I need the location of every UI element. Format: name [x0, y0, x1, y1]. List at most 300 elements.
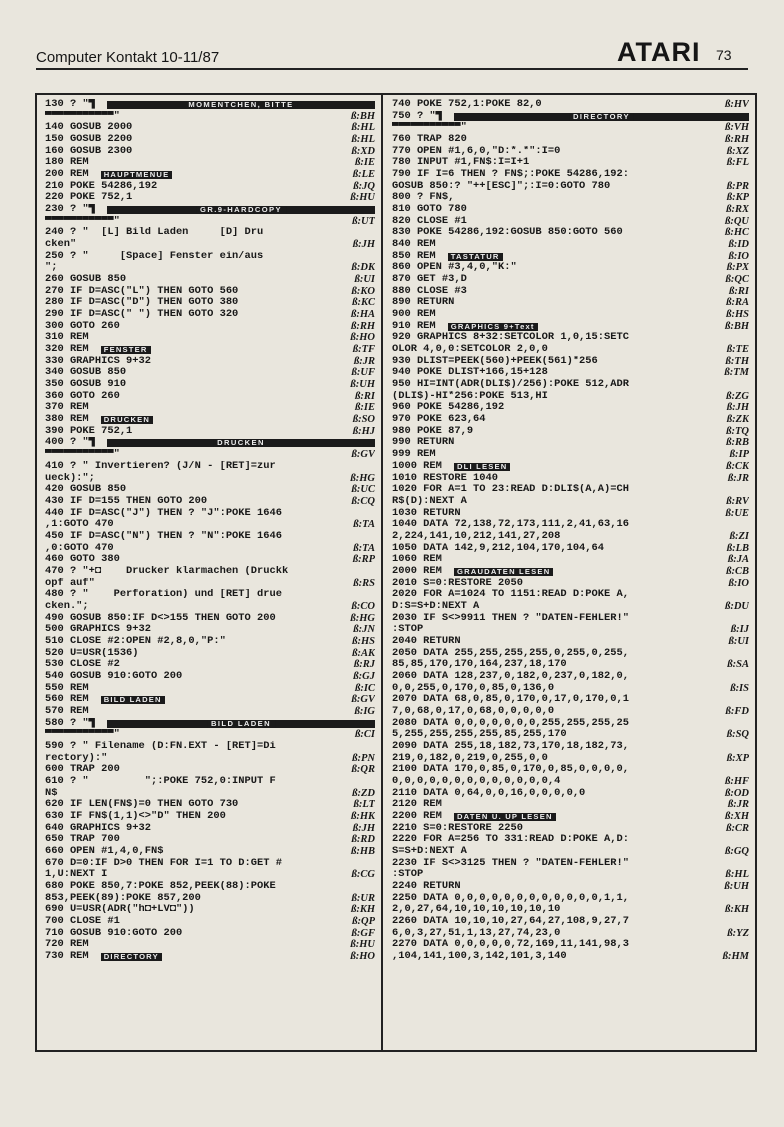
rem-label-inverse: DIRECTORY: [101, 953, 162, 961]
code-line: [45, 589, 375, 601]
title-bar-label: BILD LADEN: [207, 720, 275, 728]
checksum-label: ß:TA: [353, 542, 375, 554]
code-line: [45, 402, 375, 414]
code-text: 240 ? " [L] Bild Laden [D] Dru: [45, 227, 264, 239]
code-text: 450 IF D=ASC("N") THEN ? "N":POKE 1646: [45, 530, 282, 542]
code-text: 0,0,255,0,170,0,85,0,136,0: [392, 682, 555, 694]
code-text: 220 POKE 752,1: [45, 192, 133, 204]
code-text: 1,U:NEXT I: [45, 869, 108, 881]
code-line: [45, 309, 375, 321]
code-line: [45, 624, 375, 636]
code-line: [392, 379, 749, 391]
code-text: 530 CLOSE #2: [45, 659, 120, 671]
checksum-label: ß:LT: [353, 799, 375, 811]
code-line: [392, 776, 749, 788]
code-line: [392, 846, 749, 858]
checksum-label: ß:IJ: [730, 624, 749, 636]
checksum-label: ß:HL: [351, 122, 375, 134]
code-text: 1040 DATA 72,138,72,173,111,2,41,63,16: [392, 519, 629, 531]
code-line: [392, 694, 749, 706]
code-text: 600 TRAP 200: [45, 764, 120, 776]
checksum-label: ß:HV: [725, 99, 749, 110]
code-text: 2050 DATA 255,255,255,255,0,255,0,255,: [392, 647, 629, 659]
magazine-title: Computer Kontakt 10-11/87: [36, 49, 220, 66]
code-line: [45, 181, 375, 193]
code-text: 770 OPEN #1,6,0,"D:*.*":I=0: [392, 145, 561, 157]
code-line: [392, 624, 749, 636]
code-text: 590 ? " Filename (D:FN.EXT - [RET]=Di: [45, 740, 276, 752]
code-text: 560 REM: [45, 694, 89, 706]
code-line: [45, 262, 375, 274]
code-text: 890 RETURN: [392, 297, 455, 309]
checksum-label: ß:ZD: [352, 787, 375, 799]
code-text: 2220 FOR A=256 TO 331:READ D:POKE A,D:: [392, 834, 629, 846]
checksum-label: ß:HS: [352, 635, 375, 647]
checksum-label: ß:KO: [351, 285, 375, 297]
code-line: [392, 951, 749, 963]
code-line: [45, 414, 375, 426]
checksum-label: ß:DK: [351, 262, 375, 274]
code-text: 610 ? " ";:POKE 752,0:INPUT F: [45, 775, 276, 787]
checksum-label: ß:VH: [725, 122, 749, 134]
checksum-label: ß:HL: [351, 134, 375, 146]
checksum-label: ß:CO: [351, 600, 375, 612]
code-text: 690 U=USR(ADR("h◘+LV◘")): [45, 904, 195, 916]
code-line: [45, 286, 375, 298]
checksum-label: ß:LB: [726, 542, 749, 554]
code-line: [392, 706, 749, 718]
code-text: 710 GOSUB 910:GOTO 200: [45, 927, 183, 939]
code-line: [392, 799, 749, 811]
code-line: [45, 706, 375, 718]
code-line: [392, 741, 749, 753]
code-text: 2270 DATA 0,0,0,0,0,72,169,11,141,98,3: [392, 939, 629, 951]
code-line: [392, 858, 749, 870]
code-text: 950 HI=INT(ADR(DLI$)/256):POKE 512,ADR: [392, 379, 629, 391]
code-line: [45, 449, 375, 461]
code-line: [392, 531, 749, 543]
checksum-label: ß:QR: [351, 764, 375, 776]
code-text: 980 POKE 87,9: [392, 425, 474, 437]
checksum-label: ß:XZ: [726, 145, 749, 157]
code-line: [392, 426, 749, 438]
code-line: [392, 274, 749, 286]
code-line: [392, 811, 749, 823]
checksum-label: ß:PX: [726, 262, 749, 274]
code-line: [45, 729, 375, 741]
code-text: 2230 IF S<>3125 THEN ? "DATEN-FEHLER!": [392, 857, 629, 869]
code-line: [45, 659, 375, 671]
code-line: [392, 134, 749, 146]
code-line: [392, 169, 749, 181]
code-line: [392, 111, 749, 123]
code-line: [392, 122, 749, 134]
code-text: S=S+D:NEXT A: [392, 846, 467, 857]
checksum-label: ß:GV: [351, 449, 375, 461]
code-text: 440 IF D=ASC("J") THEN ? "J":POKE 1646: [45, 507, 282, 519]
checksum-label: ß:ZK: [726, 414, 749, 426]
code-line: [392, 356, 749, 368]
code-line: [392, 881, 749, 893]
code-text: 340 GOSUB 850: [45, 367, 127, 379]
code-line: [45, 869, 375, 881]
code-text: 580 ? "▜: [45, 717, 95, 729]
code-line: [392, 916, 749, 928]
code-line: [45, 893, 375, 905]
code-line: [392, 367, 749, 379]
rem-label-inverse: FENSTER: [101, 346, 151, 354]
code-line: [392, 566, 749, 578]
code-text: 510 CLOSE #2:OPEN #2,8,0,"P:": [45, 635, 226, 647]
checksum-label: ß:RS: [353, 577, 375, 589]
code-text: 390 POKE 752,1: [45, 425, 133, 437]
code-line: [392, 414, 749, 426]
code-line: [45, 227, 375, 239]
checksum-label: ß:CG: [351, 869, 375, 881]
code-line: [392, 543, 749, 555]
checksum-label: ß:RX: [726, 204, 749, 216]
code-text: 2250 DATA 0,0,0,0,0,0,0,0,0,0,0,0,1,1,: [392, 892, 629, 904]
checksum-label: ß:TH: [725, 355, 749, 367]
code-text: OLOR 4,0,0:SETCOLOR 2,0,0: [392, 344, 548, 356]
rem-label-inverse: GRAPHICS 9+Text: [448, 323, 538, 331]
code-line: [392, 449, 749, 461]
section-brand: ATARI: [617, 37, 701, 67]
checksum-label: ß:IO: [728, 250, 749, 262]
code-line: [392, 928, 749, 940]
code-line: [45, 426, 375, 438]
code-text: 750 ? "▜: [392, 110, 442, 122]
checksum-label: ß:RJ: [354, 659, 375, 671]
rem-label-inverse: DATEN U. UP LESEN: [454, 813, 556, 821]
code-text: 2040 RETURN: [392, 635, 461, 647]
code-line: [45, 753, 375, 765]
code-line: [392, 554, 749, 566]
checksum-label: ß:HA: [351, 309, 375, 321]
code-line: [392, 659, 749, 671]
checksum-label: ß:UT: [352, 215, 375, 227]
checksum-label: ß:JR: [354, 355, 375, 367]
code-text: 2090 DATA 255,18,182,73,170,18,182,73,: [392, 740, 629, 752]
code-line: [45, 379, 375, 391]
code-text: 219,0,182,0,219,0,255,0,0: [392, 752, 548, 764]
title-bar-label: DIRECTORY: [569, 113, 634, 121]
code-line: [392, 508, 749, 520]
code-text: 500 GRAPHICS 9+32: [45, 624, 152, 636]
code-text: 290 IF D=ASC(" ") THEN GOTO 320: [45, 309, 239, 321]
code-text: ,0:GOTO 470: [45, 542, 114, 554]
title-bar-label: GR.9-HARDCOPY: [196, 206, 286, 214]
checksum-label: ß:PR: [726, 180, 749, 192]
checksum-label: ß:CQ: [351, 495, 375, 507]
code-line: [45, 823, 375, 835]
checksum-label: ß:YZ: [727, 927, 749, 939]
code-line: [392, 344, 749, 356]
code-text: 940 POKE DLIST+166,15+128: [392, 367, 548, 379]
checksum-label: ß:JN: [353, 624, 375, 636]
code-text: 230 ? "▜: [45, 204, 95, 216]
checksum-label: ß:RP: [352, 554, 375, 566]
code-line: [45, 636, 375, 648]
code-line: [45, 239, 375, 251]
code-text: 900 REM: [392, 309, 436, 321]
checksum-label: ß:SQ: [726, 729, 749, 741]
code-text: 740 POKE 752,1:POKE 82,0: [392, 99, 542, 110]
code-text: ";: [45, 262, 58, 274]
code-text: 150 GOSUB 2200: [45, 134, 133, 146]
code-line: [392, 753, 749, 765]
checksum-label: ß:RH: [725, 134, 749, 146]
code-text: 280 IF D=ASC("D") THEN GOTO 380: [45, 297, 239, 309]
code-text: 140 GOSUB 2000: [45, 122, 133, 134]
code-text: ueck):";: [45, 472, 95, 484]
title-bar-label: MOMENTCHEN, BITTE: [184, 101, 297, 109]
code-text: 430 IF D=155 THEN GOTO 200: [45, 495, 208, 507]
code-text: 2120 REM: [392, 799, 442, 811]
code-text: 2080 DATA 0,0,0,0,0,0,0,255,255,255,25: [392, 717, 629, 729]
rem-label-inverse: DRUCKEN: [101, 416, 153, 424]
code-text: 2070 DATA 68,0,85,0,170,0,17,0,170,0,1: [392, 694, 629, 706]
checksum-label: ß:KC: [352, 297, 375, 309]
checksum-label: ß:TF: [352, 344, 375, 356]
code-text: 180 REM: [45, 157, 89, 169]
code-text: 2260 DATA 10,10,10,27,64,27,108,9,27,7: [392, 916, 629, 928]
checksum-label: ß:IS: [730, 682, 749, 694]
title-bar: [107, 101, 375, 109]
code-line: [45, 881, 375, 893]
code-line: [392, 309, 749, 321]
code-line: [392, 157, 749, 169]
code-line: [392, 484, 749, 496]
code-text: 830 POKE 54286,192:GOSUB 850:GOTO 560: [392, 227, 623, 239]
code-line: [45, 508, 375, 520]
checksum-label: ß:FD: [725, 705, 749, 717]
code-text: ,1:GOTO 470: [45, 519, 114, 531]
code-text: N$: [45, 787, 58, 799]
checksum-label: ß:HJ: [352, 425, 375, 437]
code-text: 1000 REM: [392, 460, 442, 472]
code-line: [45, 391, 375, 403]
code-text: 970 POKE 623,64: [392, 414, 486, 426]
checksum-label: ß:QP: [352, 916, 375, 928]
checksum-label: ß:GJ: [353, 670, 375, 682]
checksum-label: ß:UR: [351, 892, 375, 904]
checksum-label: ß:HC: [725, 227, 749, 239]
code-line: [45, 356, 375, 368]
code-text: 1020 FOR A=1 TO 23:READ D:DLI$(A,A)=CH: [392, 484, 629, 496]
code-line: [392, 146, 749, 158]
checksum-label: ß:KH: [351, 904, 375, 916]
code-line: [45, 169, 375, 181]
code-text: 160 GOSUB 2300: [45, 145, 133, 157]
header-rule: [36, 68, 748, 70]
checksum-label: ß:PN: [352, 752, 375, 764]
code-line: [45, 484, 375, 496]
code-text: 490 GOSUB 850:IF D<>155 THEN GOTO 200: [45, 612, 276, 624]
code-line: [392, 519, 749, 531]
code-line: [45, 671, 375, 683]
code-line: [45, 613, 375, 625]
code-text: GOSUB 850:? "++[ESC]";:I=0:GOTO 780: [392, 180, 611, 192]
code-line: [45, 461, 375, 473]
checksum-label: ß:JR: [728, 472, 749, 484]
checksum-label: ß:XD: [351, 145, 375, 157]
title-bar: [107, 439, 375, 447]
checksum-label: ß:CR: [726, 822, 749, 834]
title-bar: [454, 113, 749, 121]
checksum-label: ß:RD: [351, 834, 375, 846]
checksum-label: ß:JH: [726, 402, 749, 414]
column-divider: [381, 93, 383, 1052]
code-line: [392, 601, 749, 613]
checksum-label: ß:HG: [350, 612, 375, 624]
code-line: [45, 939, 375, 951]
code-line: [45, 111, 375, 123]
code-text: 720 REM: [45, 939, 89, 951]
code-text: 670 D=0:IF D>0 THEN FOR I=1 TO D:GET #: [45, 857, 282, 869]
code-line: [392, 227, 749, 239]
code-text: 860 OPEN #3,4,0,"K:": [392, 262, 517, 274]
code-text: 2,0,27,64,10,10,10,10,10,10: [392, 904, 561, 916]
code-text: 999 REM: [392, 449, 436, 461]
code-text: 1030 RETURN: [392, 507, 461, 519]
code-line: [45, 928, 375, 940]
checksum-label: ß:TM: [724, 367, 749, 379]
code-line: [392, 496, 749, 508]
code-text: 200 REM: [45, 169, 89, 181]
checksum-label: ß:JH: [352, 239, 375, 251]
code-text: 2060 DATA 128,237,0,182,0,237,0,182,0,: [392, 670, 629, 682]
code-text: 660 OPEN #1,4,0,FN$: [45, 846, 164, 857]
code-line: [45, 321, 375, 333]
code-text: 630 IF FN$(1,1)<>"D" THEN 200: [45, 810, 226, 822]
code-text: ▀▀▀▀▀▀▀▀▀▀▀": [45, 215, 120, 227]
code-line: [392, 893, 749, 905]
checksum-label: ß:GV: [351, 694, 375, 706]
code-text: 350 GOSUB 910: [45, 379, 127, 391]
code-text: D:S=S+D:NEXT A: [392, 600, 480, 612]
code-text: 520 U=USR(1536): [45, 647, 139, 659]
checksum-label: ß:CI: [355, 729, 375, 741]
code-text: 2100 DATA 170,0,85,0,170,0,85,0,0,0,0,: [392, 764, 629, 776]
code-text: 270 IF D=ASC("L") THEN GOTO 560: [45, 285, 239, 297]
code-text: 2010 S=0:RESTORE 2050: [392, 577, 523, 589]
code-line: [392, 834, 749, 846]
checksum-label: ß:JR: [728, 799, 749, 811]
code-text: 640 GRAPHICS 9+32: [45, 822, 152, 834]
code-text: R$(D):NEXT A: [392, 495, 467, 507]
code-text: 310 REM: [45, 332, 89, 344]
code-text: 2030 IF S<>9911 THEN ? "DATEN-FEHLER!": [392, 612, 629, 624]
code-line: [45, 648, 375, 660]
checksum-label: ß:HU: [350, 192, 375, 204]
code-line: [45, 192, 375, 204]
checksum-label: ß:HF: [725, 775, 749, 787]
code-text: 330 GRAPHICS 9+32: [45, 355, 152, 367]
code-line: [392, 823, 749, 835]
code-text: 5,255,255,255,255,85,255,170: [392, 729, 567, 741]
code-text: (DLI$)-HI*256:POKE 513,HI: [392, 390, 548, 402]
code-line: [45, 951, 375, 963]
code-text: 820 CLOSE #1: [392, 215, 467, 227]
checksum-label: ß:ZI: [729, 530, 749, 542]
code-text: 410 ? " Invertieren? (J/N - [RET]=zur: [45, 460, 276, 472]
code-text: 760 TRAP 820: [392, 134, 467, 146]
code-text: 480 ? " Perforation) und [RET] drue: [45, 589, 282, 601]
checksum-label: ß:IC: [355, 682, 375, 694]
code-text: 680 POKE 850,7:POKE 852,PEEK(88):POKE: [45, 881, 276, 893]
checksum-label: ß:GQ: [725, 846, 749, 857]
code-line: [392, 391, 749, 403]
code-text: ,104,141,100,3,142,101,3,140: [392, 951, 567, 963]
code-line: [45, 437, 375, 449]
checksum-label: ß:SA: [727, 659, 749, 671]
code-line: [45, 788, 375, 800]
checksum-label: ß:TQ: [726, 425, 749, 437]
code-line: [392, 589, 749, 601]
checksum-label: ß:IE: [355, 402, 375, 414]
code-text: ▀▀▀▀▀▀▀▀▀▀▀": [45, 449, 120, 461]
code-text: :STOP: [392, 869, 424, 881]
code-text: 920 GRAPHICS 8+32:SETCOLOR 1,0,15:SETC: [392, 332, 629, 344]
code-text: :STOP: [392, 624, 424, 636]
rem-label-inverse: TASTATUR: [448, 253, 503, 261]
code-text: 550 REM: [45, 682, 89, 694]
code-text: 850 REM: [392, 250, 436, 262]
code-line: [392, 578, 749, 590]
code-text: 260 GOSUB 850: [45, 274, 127, 286]
code-text: 460 GOTO 380: [45, 554, 120, 566]
code-text: 300 GOTO 260: [45, 320, 120, 332]
checksum-label: ß:QC: [725, 274, 749, 286]
checksum-label: ß:RH: [351, 320, 375, 332]
checksum-label: ß:TA: [353, 519, 375, 531]
code-text: 130 ? "▜: [45, 99, 95, 110]
code-line: [392, 729, 749, 741]
checksum-label: ß:BH: [351, 110, 375, 122]
code-text: rectory):": [45, 752, 108, 764]
checksum-label: ß:IO: [728, 577, 749, 589]
checksum-label: ß:UH: [724, 881, 749, 893]
code-text: 1050 DATA 142,9,212,104,170,104,64: [392, 542, 605, 554]
checksum-label: ß:QU: [725, 215, 749, 227]
code-text: 380 REM: [45, 414, 89, 426]
code-line: [392, 99, 749, 111]
code-line: [392, 437, 749, 449]
checksum-label: ß:AK: [352, 647, 375, 659]
code-text: 910 REM: [392, 320, 436, 332]
listing-column-left: [45, 99, 375, 1047]
checksum-label: ß:UH: [350, 379, 375, 391]
code-line: [45, 216, 375, 228]
checksum-label: ß:IG: [354, 705, 375, 717]
code-text: 420 GOSUB 850: [45, 484, 127, 496]
code-text: 1010 RESTORE 1040: [392, 472, 499, 484]
code-text: 1060 REM: [392, 554, 442, 566]
code-line: [392, 636, 749, 648]
checksum-label: ß:HO: [350, 951, 375, 963]
code-text: 2,224,141,10,212,141,27,208: [392, 530, 561, 542]
code-line: [392, 204, 749, 216]
code-line: [392, 461, 749, 473]
code-text: ▀▀▀▀▀▀▀▀▀▀▀": [45, 110, 120, 122]
checksum-label: ß:KH: [725, 904, 749, 916]
code-text: opf auf": [45, 577, 95, 589]
rem-label-inverse: GRAUDATEN LESEN: [454, 568, 553, 576]
code-line: [45, 834, 375, 846]
code-text: 870 GET #3,D: [392, 274, 467, 286]
code-text: 790 IF I=6 THEN ? FN$;:POKE 54286,192:: [392, 169, 629, 181]
